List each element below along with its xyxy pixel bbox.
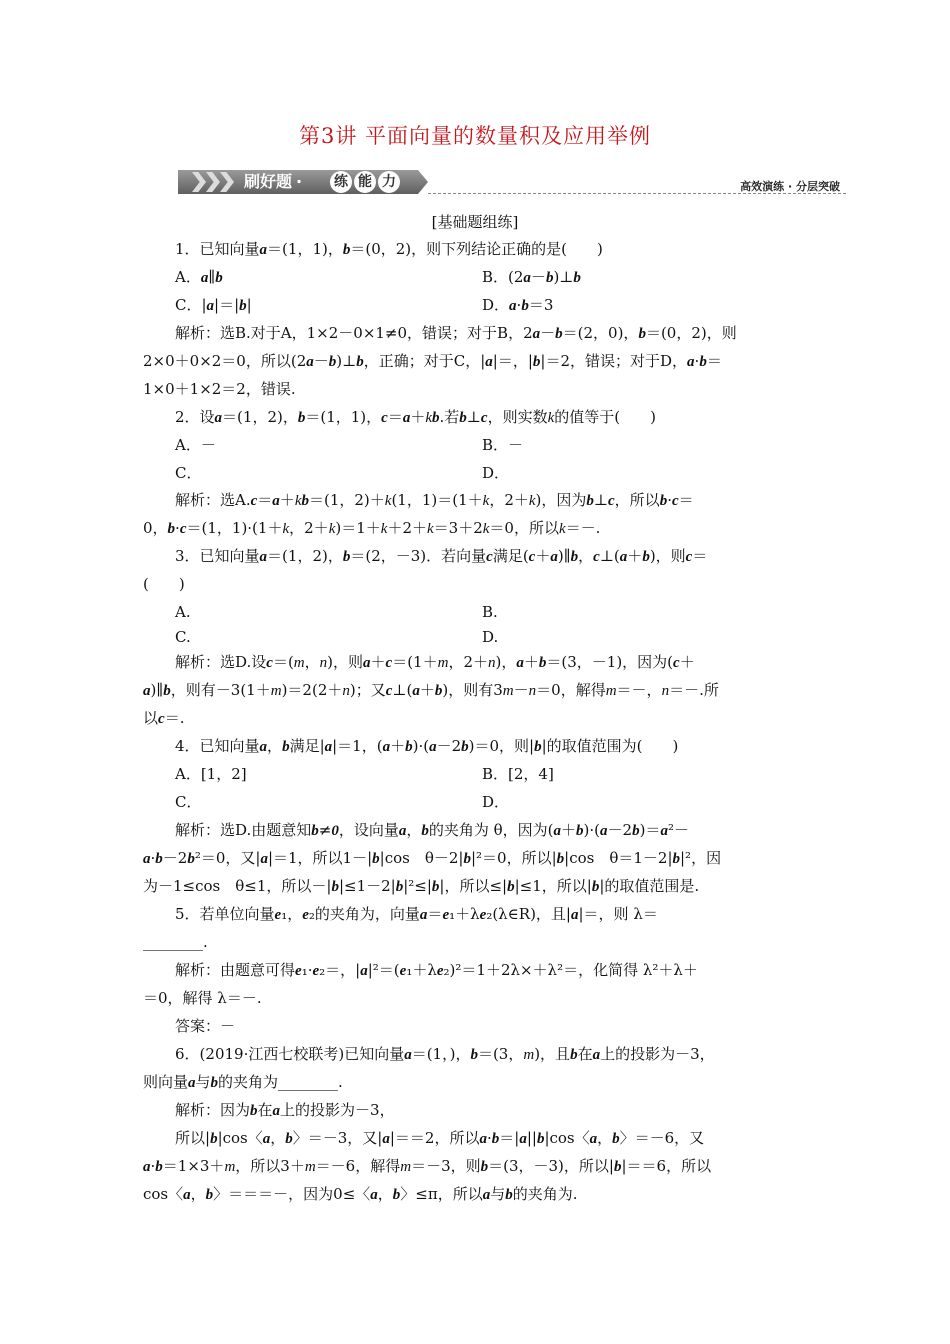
question-4: 4．已知向量a，b满足|a|＝1，(a＋b)·(a－2b)＝0，则|b|的取值范围为( ) bbox=[175, 737, 679, 755]
section-banner bbox=[178, 166, 846, 196]
question-1: 1．已知向量a＝(1，1)，b＝(0，2)，则下列结论正确的是( ) bbox=[175, 240, 603, 258]
solution-text: 解析：选B.对于A，1×2－0×1≠0，错误；对于B，2a－b＝(2，0)，b＝(0，2)，则 bbox=[175, 324, 737, 342]
banner-circle: 练 bbox=[330, 171, 352, 193]
solution-text: 解析：选A.c＝a＋kb＝(1，2)＋k(1，1)＝(1＋k，2＋k)，因为b⊥c，所以b·c＝ bbox=[175, 491, 694, 509]
question-3: 3．已知向量a＝(1，2)，b＝(2，－3)．若向量c满足(c＋a)∥b，c⊥(a＋b)，则c＝ bbox=[175, 547, 708, 565]
option-b: B．(2a－b)⊥b bbox=[482, 268, 581, 286]
solution-text: 所以|b|cos〈a，b〉＝－3，又|a|＝＝2，所以a·b＝|a||b|cos〈a，b〉＝－6，又 bbox=[175, 1129, 705, 1147]
option-b: B. bbox=[482, 603, 498, 621]
banner-circle: 能 bbox=[354, 171, 376, 193]
option-c: C． bbox=[175, 793, 202, 811]
solution-text: cos〈a，b〉＝＝＝－，因为0≤〈a，b〉≤π，所以a与b的夹角为. bbox=[143, 1185, 578, 1203]
option-b: B．[2，4] bbox=[482, 765, 554, 783]
option-c: C． bbox=[175, 464, 202, 482]
question-6-text: 则向量a与b的夹角为________. bbox=[143, 1073, 343, 1091]
option-a: A．－ bbox=[175, 436, 216, 454]
solution-text: 解析：因为b在a上的投影为－3， bbox=[175, 1101, 395, 1119]
option-c: C．|a|＝|b| bbox=[175, 296, 252, 314]
solution-text: 0，b·c＝(1，1)·(1＋k，2＋k)＝1＋k＋2＋k＝3＋2k＝0，所以k＝－. bbox=[143, 519, 601, 537]
option-a: A．a∥b bbox=[175, 268, 223, 286]
solution-text: a·b＝1×3＋m，所以3＋m＝－6，解得m＝－3，则b＝(3，－3)，所以|b|＝＝6，所以 bbox=[143, 1157, 712, 1175]
option-a: A．[1，2] bbox=[175, 765, 247, 783]
solution-text: 以c＝. bbox=[143, 709, 185, 727]
option-b: B．－ bbox=[482, 436, 524, 454]
question-2: 2．设a＝(1，2)，b＝(1，1)，c＝a＋kb.若b⊥c，则实数k的值等于( ) bbox=[175, 408, 656, 426]
banner-circle: 力 bbox=[378, 171, 400, 193]
option-d: D. bbox=[482, 628, 499, 646]
solution-text: 解析：由题意可得e₁·e₂＝，|a|²＝(e₁＋λe₂)²＝1＋2λ×＋λ²＝，化简得 λ²＋λ＋ bbox=[175, 961, 698, 979]
question-3-bracket: ( ) bbox=[143, 575, 185, 593]
banner-circles bbox=[330, 171, 400, 193]
page-title: 第3讲 平面向量的数量积及应用举例 bbox=[298, 124, 652, 148]
solution-text: 1×0＋1×2＝2，错误. bbox=[143, 380, 296, 398]
option-d: D． bbox=[482, 464, 510, 482]
solution-text: 2×0＋0×2＝0，所以(2a－b)⊥b，正确；对于C，|a|＝，|b|＝2，错误；对于D，a·b＝ bbox=[143, 352, 722, 370]
solution-text: a)∥b，则有－3(1＋m)＝2(2＋n)；又c⊥(a＋b)，则有3m－n＝0，解得m＝－，n＝－.所 bbox=[143, 681, 719, 699]
option-d: D．a·b＝3 bbox=[482, 296, 554, 314]
answer-text: 答案：－ bbox=[175, 1017, 236, 1035]
solution-text: ＝0，解得 λ＝－. bbox=[143, 989, 262, 1007]
section-heading: [基础题组练] bbox=[431, 213, 519, 231]
banner-left-label: 刷好题 · bbox=[244, 172, 303, 191]
answer-blank: ________. bbox=[143, 933, 208, 951]
option-c: C. bbox=[175, 628, 191, 646]
option-d: D． bbox=[482, 793, 510, 811]
solution-text: 解析：选D.由题意知b≠0，设向量a，b的夹角为 θ，因为(a＋b)·(a－2b)＝a²－ bbox=[175, 821, 689, 839]
banner-right-label: 高效演练 · 分层突破 bbox=[740, 180, 840, 193]
solution-text: 为－1≤cos θ≤1，所以－|b|≤1－2|b|²≤|b|，所以≤|b|≤1，所以|b|的取值范围是. bbox=[143, 877, 700, 895]
question-6: 6．(2019·江西七校联考)已知向量a＝(1，)，b＝(3，m)，且b在a上的投影为－3， bbox=[175, 1045, 715, 1063]
question-5: 5．若单位向量e₁，e₂的夹角为，向量a＝e₁＋λe₂(λ∈R)，且|a|＝，则 λ＝ bbox=[175, 905, 658, 923]
solution-text: 解析：选D.设c＝(m，n)，则a＋c＝(1＋m，2＋n)，a＋b＝(3，－1)，因为(c＋ bbox=[175, 653, 695, 671]
option-a: A. bbox=[175, 603, 191, 621]
solution-text: a·b－2b²＝0，又|a|＝1，所以1－|b|cos θ－2|b|²＝0，所以|b|cos θ＝1－2|b|²，因 bbox=[143, 849, 722, 867]
